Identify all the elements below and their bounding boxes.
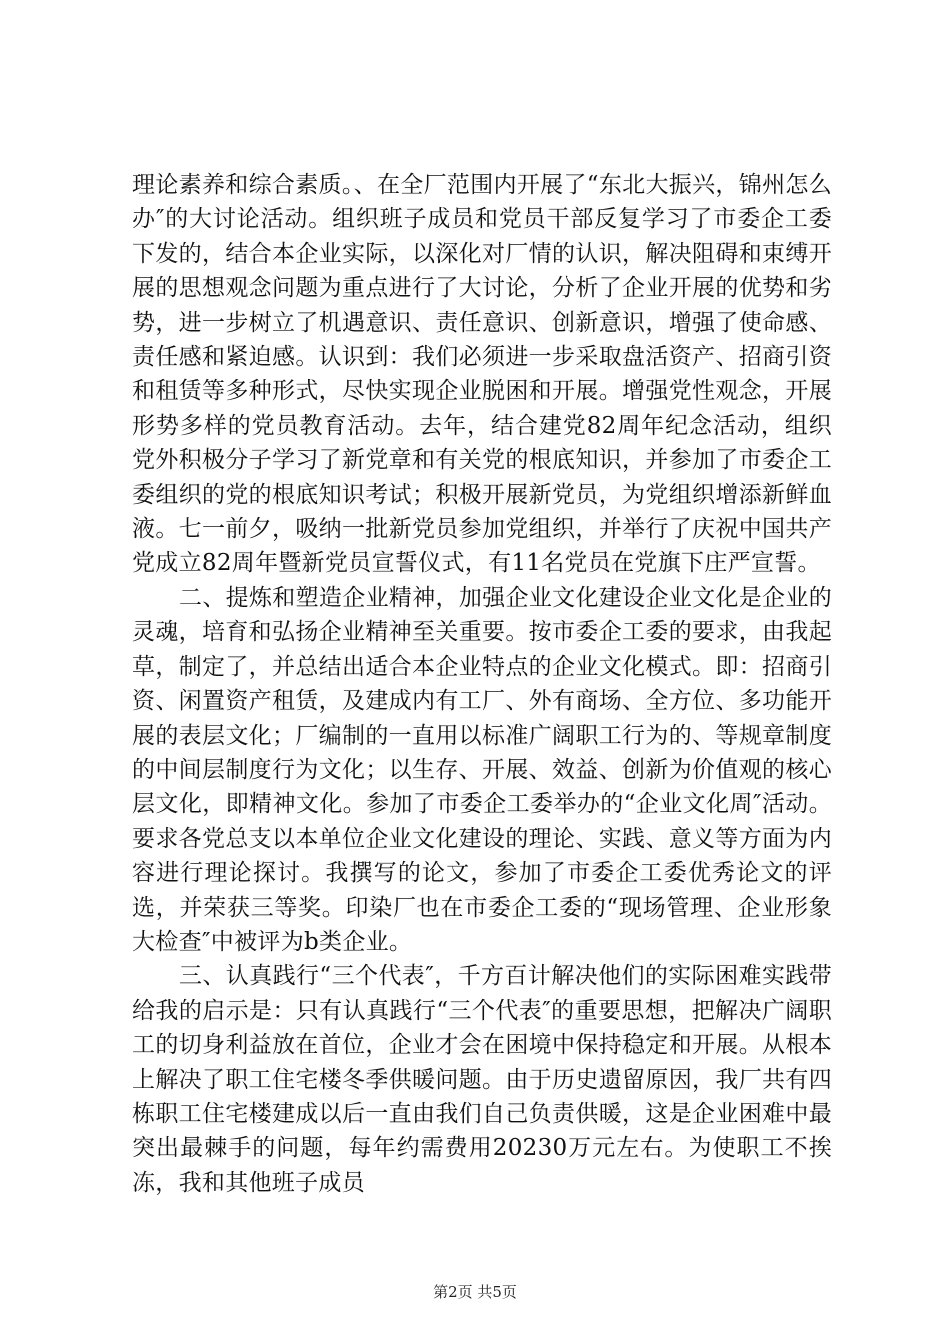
paragraph-3: 三、认真践行“三个代表″，千方百计解决他们的实际困难实践带给我的启示是：只有认真践行“三个代表″的重要思想，把解决广阔职工的切身利益放在首位，企业才会在困境中保持稳定和开展。从根本上解决了职工住宅楼冬季供暖问题。由于历史遗留原因，我厂共有四栋职工住宅楼建成以后一直由我们自己负责供暖，这是企业困难中最突出最棘手的问题，每年约需费用20230万元左右。为使职工不挨冻，我和其他班子成员 — [132, 963, 832, 1196]
page-number-footer: 第2页 共5页 — [433, 1283, 517, 1301]
document-body — [132, 168, 832, 1200]
paragraph-2: 二、提炼和塑造企业精神，加强企业文化建设企业文化是企业的灵魂，培育和弘扬企业精神至关重要。按市委企工委的要求，由我起草，制定了，并总结出适合本企业特点的企业文化模式。即：招商引资、闲置资产租赁，及建成内有工厂、外有商场、全方位、多功能开展的表层文化；厂编制的一直用以标准广阔职工行为的、等规章制度的中间层制度行为文化；以生存、开展、效益、创新为价值观的核心层文化，即精神文化。参加了市委企工委举办的“企业文化周″活动。要求各党总支以本单位企业文化建设的理论、实践、意义等方面为内容进行理论探讨。我撰写的论文，参加了市委企工委优秀论文的评选，并荣获三等奖。印染厂也在市委企工委的“现场管理、企业形象大检查″中被评为b类企业。 — [132, 584, 832, 955]
paragraph-1: 理论素养和综合素质。、在全厂范围内开展了“东北大振兴，锦州怎么办″的大讨论活动。组织班子成员和党员干部反复学习了市委企工委下发的，结合本企业实际，以深化对厂情的认识，解决阻碍和束缚开展的思想观念问题为重点进行了大讨论，分析了企业开展的优势和劣势，进一步树立了机遇意识、责任意识、创新意识，增强了使命感、责任感和紧迫感。认识到：我们必须进一步采取盘活资产、招商引资和租赁等多种形式，尽快实现企业脱困和开展。增强党性观念，开展形势多样的党员教育活动。去年，结合建党82周年纪念活动，组织党外积极分子学习了新党章和有关党的根底知识，并参加了市委企工委组织的党的根底知识考试；积极开展新党员，为党组织增添新鲜血液。七一前夕，吸纳一批新党员参加党组织，并举行了庆祝中国共产党成立82周年暨新党员宣誓仪式，有11名党员在党旗下庄严宣誓。 — [132, 172, 832, 577]
